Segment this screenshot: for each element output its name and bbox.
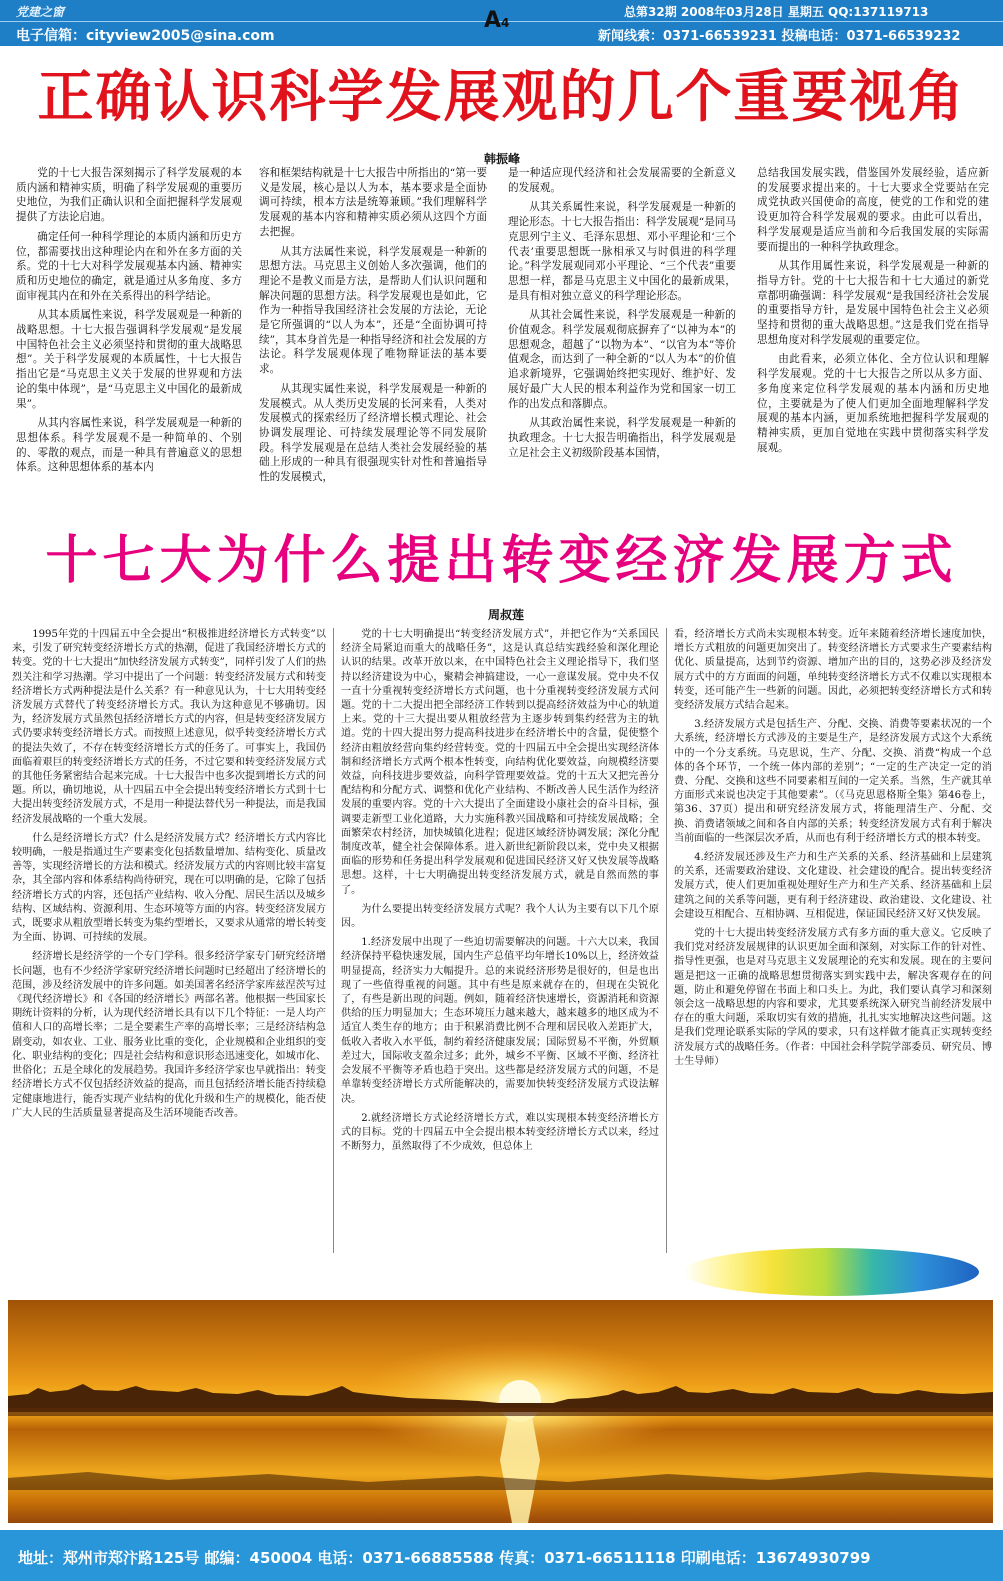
paragraph: 从其本质属性来说，科学发展观是一种新的战略思想。十七大报告强调科学发展观“是发展中国特色社会主义必须坚持和贯彻的重大战略思想”。关于科学发展观的本质属性，十七大报告指出它是“马克思主义关于发展的世界观和方法论的集中体现”，是“马克思主义中国化的最新成果”。	[16, 309, 242, 410]
article1-author: 韩振峰	[484, 152, 521, 166]
paragraph: 党的十七大报告深刻揭示了科学发展观的本质内涵和精神实质，明确了科学发展观的重要历史地位，为我们正确认识和全面把握科学发展观提供了方法论启迪。	[16, 167, 242, 224]
article1-column-1	[16, 166, 242, 514]
paragraph: 什么是经济增长方式？什么是经济发展方式？经济增长方式内容比较明确，一般是指通过生产要素变化包括数量增加、结构变化、质量改善等，实现经济增长的方法和模式。经济发展方式的内容则比较丰富复杂，其全部内容和体系结构尚待研究，现在可以明确的是，它除了包括经济增长方式的内容，还包括产业结构、收入分配、居民生活以及城乡结构、区域结构、资源利用、生态环境等方面的内容。转变经济发展方式，既要求从粗放型增长转变为集约型增长，又要求从通常的增长转变为全面、协调、可持续的发展。	[12, 832, 326, 944]
paragraph: 从其现实属性来说，科学发展观是一种新的发展模式。从人类历史发展的长河来看，人类对发展模式的探索经历了经济增长模式理论、社会协调发展理论、可持续发展理论等不同发展阶段。科学发展观是在总结人类社会发展经验的基础上形成的一种具有很强现实针对性和普遍指导性的发展模式，	[259, 382, 487, 484]
sunset-photo	[8, 1300, 993, 1523]
page-sub-number: 4	[501, 16, 510, 30]
article2-column-1	[12, 628, 326, 1293]
article2-title: 十七大为什么提出转变经济发展方式	[45, 531, 958, 591]
page-number	[484, 8, 509, 33]
paragraph: 从其政治属性来说，科学发展观是一种新的执政理念。十七大报告明确指出，科学发展观是立足社会主义初级阶段基本国情，	[508, 417, 736, 459]
page-footer	[0, 1530, 1003, 1581]
paragraph: 党的十七大明确提出“转变经济发展方式”，并把它作为“关系国民经济全局紧迫而重大的战略任务”，这是认真总结实践经验和深化理论认识的结果。改革开放以来，在中国特色社会主义理论指导下，我们坚持以经济建设为中心，聚精会神搞建设，一心一意谋发展。党中央不仅一直十分重视转变经济增长方式问题，也十分重视转变经济发展方式问题。党的十二大提出把全部经济工作转到以提高经济效益为中心的轨道上来。党的十三大提出要从粗放经营为主逐步转到集约经营为主的轨道。党的十四大提出努力提高科技进步在经济增长中的含量，促使整个经济由粗放经营向集约经营转变。党的十四届五中全会提出实现经济体制和经济增长方式两个根本性转变，向结构优化要效益，向规模经济要效益，向科技进步要效益，向科学管理要效益。党的十五大又把完善分配结构和分配方式、调整和优化产业结构、不断改善人民生活作为经济发展的重要内容。党的十六大提出了全面建设小康社会的奋斗目标，强调要走新型工业化道路，大力实施科教兴国战略和可持续发展战略；全面繁荣农村经济，加快城镇化进程；促进区域经济协调发展；深化分配制度改革，健全社会保障体系。进入新世纪新阶段以来，党中央又根据面临的形势和任务提出科学发展观和促进国民经济又好又快发展等战略思想。这样，十七大明确提出转变经济发展方式，就是自然而然的事了。	[341, 629, 659, 896]
paragraph: 从其作用属性来说，科学发展观是一种新的指导方针。党的十七大报告和十七大通过的新党章都明确强调：科学发展观“是我国经济社会发展的重要指导方针，是发展中国特色社会主义必须坚持和贯彻的重大战略思想。”这是我们党在指导思想角度对科学发展观的重要定位。	[757, 260, 989, 346]
paragraph: 党的十七大提出转变经济发展方式有多方面的重大意义。它反映了我们党对经济发展规律的认识更加全面和深刻，对实际工作的针对性、指导性更强，也是对马克思主义发展理论的充实和发展。现在的主要问题是把这一正确的战略思想贯彻落实到实践中去，解决客观存在的问题，防止和避免停留在书面上和口头上。为此，我们要认真学习和深刻领会这一战略思想的内容和要求，尤其要系统深入研究当前经济发展中存在的重大问题，采取切实有效的措施，扎扎实实地解决这些问题。这是我们党理论联系实际的学风的要求，只有这样做才能真正实现转变经济发展方式的战略任务。（作者：中国社会科学院学部委员、研究员、博士生导师）	[674, 928, 992, 1067]
paragraph: 从其关系属性来说，科学发展观是一种新的理论形态。十七大报告指出：科学发展观“是同马克思列宁主义、毛泽东思想、邓小平理论和‘三个代表’重要思想既一脉相承又与时俱进的科学理论。”科学发展观同邓小平理论、“三个代表”重要思想一样，都是马克思主义中国化的最新成果，是具有相对独立意义的科学理论形态。	[508, 201, 736, 302]
paragraph: 由此看来，必须立体化、全方位认识和理解科学发展观。党的十七大报告之所以从多方面、多角度来定位科学发展观的基本内涵和历史地位，主要就是为了使人们更加全面地理解科学发展观的基本内涵，更加系统地把握科学发展观的精神实质，更加自觉地在实践中贯彻落实科学发展观。	[757, 353, 989, 454]
paragraph: 看，经济增长方式尚未实现根本转变。近年来随着经济增长速度加快，增长方式粗放的问题更加突出了。转变经济增长方式要求生产要素结构优化、质量提高，达到节约资源、增加产出的目的，这势必涉及经济发展方式中的方方面面的问题，单纯转变经济增长方式不仅难以实现根本转变，还可能产生一些新的问题。因此，必须把转变经济增长方式和转变经济发展方式结合起来。	[674, 629, 992, 712]
article1-column-2	[259, 166, 487, 514]
sunset-scene	[8, 1300, 993, 1523]
article1-column-3	[508, 166, 736, 514]
paragraph: 确定任何一种科学理论的本质内涵和历史方位，都需要找出这种理论内在和外在多方面的关系。党的十七大对科学发展观基本内涵、精神实质和历史地位的确定，就是通过从多角度、多方面审视其内在和外在关系得出的科学结论。	[16, 230, 242, 302]
footer-contact: 地址：郑州市郑汴路125号 邮编：450004 电话：0371-66885588 传真：0371-66511118 印刷电话：13674930799	[18, 1549, 871, 1567]
rainbow-ornament	[683, 1248, 979, 1296]
article2-column-3	[674, 628, 992, 1240]
issue-info: 总第32期 2008年03月28日 星期五 QQ:137119713	[624, 5, 929, 19]
paragraph: 1995年党的十四届五中全会提出“积极推进经济增长方式转变”以来，引发了研究转变经济增长方式的热潮，促进了我国经济增长方式的转变。党的十七大提出“加快经济发展方式转变”，同样引发了人们的热烈关注和学习热潮。学习中提出了一个问题：转变经济发展方式和转变经济增长方式两种提法是什么关系？有一种意见认为，十七大用转变经济发展方式替代了转变经济增长方式。我认为这种意见不够确切。因为，经济发展方式虽然包括经济增长方式的内容，但是转变经济发展方式仍要求转变经济增长方式。而按照上述意见，似乎转变经济增长方式的提法失效了，不存在转变经济增长方式的任务了。可事实上，我国仍面临着艰巨的转变经济增长方式的任务，不过它要和转变经济发展方式的其他任务紧密结合起来完成。十七大报告中也多次提到增长方式的问题。所以，确切地说，从十四届五中全会提出转变经济增长方式到十七大提出转变经济发展方式，不是用一种提法替代另一种提法，而是我国经济发展战略的一个重大发展。	[12, 629, 326, 825]
article2-author: 周叔莲	[488, 608, 525, 622]
paragraph: 经济增长是经济学的一个专门学科。很多经济学家专门研究经济增长问题，也有不少经济学家研究经济增长问题时已经超出了经济增长的范围，涉及经济发展中的许多问题。如美国著名经济学家库兹涅茨写过《现代经济增长》和《各国的经济增长》两部名著。他根据一些国家长期统计资料的分析，认为现代经济增长具有以下几个特征：一是人均产值和人口的高增长率；二是全要素生产率的高增长率；三是经济结构急剧变动，如农业、工业、服务业比重的变化，企业规模和企业组织的变化、职业结构的变化；四是社会结构和意识形态迅速变化，如城市化、世俗化；五是全球化的发展趋势。我国许多经济学家也早就指出：转变经济增长方式不仅包括经济效益的提高，而且包括经济增长能否持续稳定健康地进行，能否实现产业结构的优化升级和生产的规模化，能否使广大人民的生活质量显著提高及生活环境能否改善。	[12, 951, 326, 1119]
column-divider	[333, 628, 334, 1253]
paragraph: 3.经济发展方式是包括生产、分配、交换、消费等要素状况的一个大系统，经济增长方式涉及的主要是生产，是经济发展方式这个大系统中的一个分支系统。马克思说，生产、分配、交换、消费“构成一个总体的各个环节，一个统一体内部的差别”；“一定的生产决定一定的消费、分配、交换和这些不同要素相互间的一定关系。当然，生产就其单方面形式来说也决定于其他要素”。（《马克思恩格斯全集》第46卷上，第36、37页）提出和研究经济发展方式，将能理清生产、分配、交换、消费诸领域之间和各自内部的关系；转变经济发展方式有利于解决当前面临的一些深层次矛盾，从而也有利于经济增长方式的根本转变。	[674, 719, 992, 844]
column-divider	[666, 628, 667, 1253]
paragraph: 1.经济发展中出现了一些迫切需要解决的问题。十六大以来，我国经济保持平稳快速发展，国内生产总值平均年增长10%以上，经济效益明显提高，经济实力大幅提升。总的来说经济形势是很好的，但是也出现了一些值得重视的问题。其中有些是原来就存在的，但现在尖锐化了，有些是新出现的问题。例如，随着经济快速增长，资源消耗和资源供给的压力明显加大；生态环境压力越来越大，越来越多的地区成为不适宜人类生存的地方；由于积累消费比例不合理和居民收入差距扩大，低收入者收入水平低，制约着经济健康发展；国际贸易不平衡，外贸顺差过大，国际收支盈余过多；此外，城乡不平衡、区域不平衡、经济社会发展不平衡等矛盾也趋于突出。这些都是经济发展方式的问题，不是单靠转变经济增长方式所能解决的，需要加快转变经济发展方式设法解决。	[341, 937, 659, 1105]
reflection	[500, 1416, 540, 1523]
paragraph: 总结我国发展实践，借鉴国外发展经验，适应新的发展要求提出来的。十七大要求全党要站在完成党执政兴国使命的高度，使党的工作和党的建设更加符合科学发展观的要求。由此可以看出，科学发展观是适应当前和今后我国发展的实际需要而提出的一种科学执政理念。	[757, 167, 989, 253]
paragraph: 从其方法属性来说，科学发展观是一种新的思想方法。马克思主义创始人多次强调，他们的理论不是教义而是方法，是帮助人们认识问题和解决问题的思想方法。科学发展观也是如此，它作为一种指导我国经济社会发展的方法论，无论是它所强调的“以人为本”，还是“全面协调可持续”，其本身首先是一种指导经济和社会发展的方法论。科学发展观体现了唯物辩证法的基本要求。	[259, 245, 487, 376]
paragraph: 从其社会属性来说，科学发展观是一种新的价值观念。科学发展观彻底摒弃了“以神为本”的思想观念，超越了“以物为本”、“以官为本”等价值观念，而达到了一种全新的“以人为本”的价值追求新境界，它强调始终把实现好、维护好、发展好最广大人民的根本利益作为党和国家一切工作的出发点和落脚点。	[508, 309, 736, 410]
paragraph: 从其内容属性来说，科学发展观是一种新的思想体系。科学发展观不是一种简单的、个别的、零散的观点，而是一种具有普遍意义的思想体系。这种思想体系的基本内	[16, 417, 242, 474]
paragraph: 2.就经济增长方式论经济增长方式，难以实现根本转变经济增长方式的目标。党的十四届五中全会提出根本转变经济增长方式以来，经过不断努力，虽然取得了不少成效，但总体上	[341, 1112, 659, 1153]
paragraph: 为什么要提出转变经济发展方式呢？我个人认为主要有以下几个原因。	[341, 903, 659, 930]
paragraph: 是一种适应现代经济和社会发展需要的全新意义的发展观。	[508, 167, 736, 194]
article1-column-4	[757, 166, 989, 514]
article2-column-2	[341, 628, 659, 1293]
page-letter: A	[484, 8, 502, 33]
email-label: 电子信箱：cityview2005@sina.com	[16, 28, 275, 44]
paragraph: 容和框架结构就是十七大报告中所指出的“第一要义是发展，核心是以人为本，基本要求是全面协调可持续，根本方法是统筹兼顾。”我们理解科学发展观的基本内容和精神实质必须从这四个方面去把握。	[259, 167, 487, 238]
column-name: 党建之窗	[16, 5, 65, 19]
shoreline	[8, 1472, 993, 1490]
horizon-band	[8, 1408, 993, 1416]
article1-title: 正确认识科学发展观的几个重要视角	[37, 65, 966, 130]
paragraph: 4.经济发展还涉及生产力和生产关系的关系、经济基础和上层建筑的关系，还需要政治建设、文化建设、社会建设的配合。提出转变经济发展方式，使人们更加重视处理好生产力和生产关系、经济基础和上层建筑之间的关系等问题，更有利于经济建设、政治建设、文化建设、社会建设互相配合、互相协调、互相促进，保证国民经济又好又快发展。	[674, 852, 992, 920]
hotline-info: 新闻线索：0371-66539231 投稿电话：0371-66539232	[598, 29, 961, 44]
